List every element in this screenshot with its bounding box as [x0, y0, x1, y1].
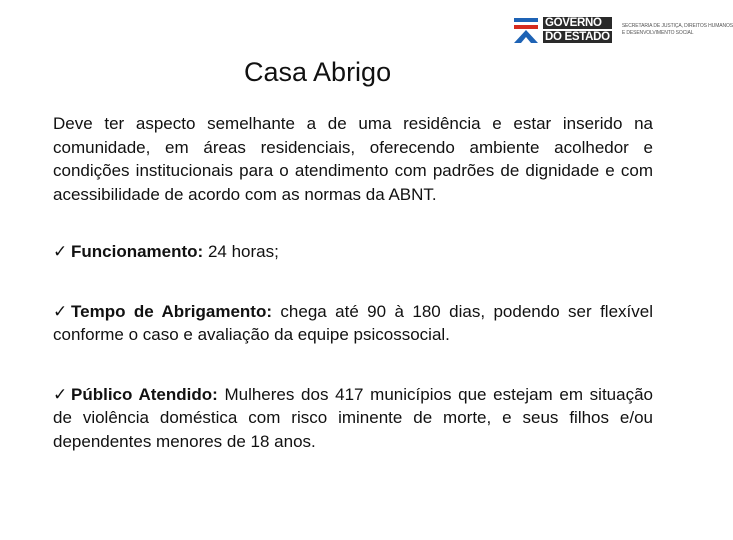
logo-text-do-estado: DO ESTADO	[545, 31, 610, 43]
secretaria-line-1: SECRETARIA DE JUSTIÇA, DIREITOS HUMANOS	[621, 23, 733, 29]
logo-secretaria	[622, 23, 733, 37]
check-icon: ✓	[53, 384, 68, 404]
check-icon: ✓	[53, 242, 68, 261]
state-flag-emblem-icon	[512, 15, 540, 45]
logo-text-governo: GOVERNO	[543, 17, 612, 29]
bullet-text: chega até 90 à 180 dias, podendo ser flexível conforme o caso e avaliação da equipe psicossocial.	[53, 301, 653, 344]
intro-paragraph: Deve ter aspecto semelhante a de uma residência e estar inserido na comunidade, em áreas residenciais, oferecendo ambiente acolhedor e condições institucionais para o atendimento com padrões de dignidade e com acessibilidade de acordo com as normas da ABNT.	[53, 114, 653, 204]
bullet-text: 24 horas;	[203, 242, 279, 261]
bullet-funcionamento	[53, 240, 653, 264]
bullet-publico-atendido	[53, 383, 653, 454]
bullet-label: Público Atendido:	[71, 384, 218, 404]
bullet-label: Funcionamento:	[71, 242, 204, 261]
bullet-label: Tempo de Abrigamento:	[71, 301, 272, 321]
slide-body	[53, 112, 653, 453]
government-logo	[512, 14, 733, 46]
secretaria-line-2: E DESENVOLVIMENTO SOCIAL	[621, 30, 694, 36]
logo-wordmark	[543, 15, 612, 45]
check-icon: ✓	[53, 301, 68, 321]
bullet-tempo-abrigamento	[53, 300, 653, 347]
slide-title: Casa Abrigo	[244, 57, 392, 87]
bullet-text: Mulheres dos 417 municípios que estejam em situação de violência doméstica com risco iminente de morte, e seus filhos e/ou dependentes menores de 18 anos.	[53, 384, 653, 451]
